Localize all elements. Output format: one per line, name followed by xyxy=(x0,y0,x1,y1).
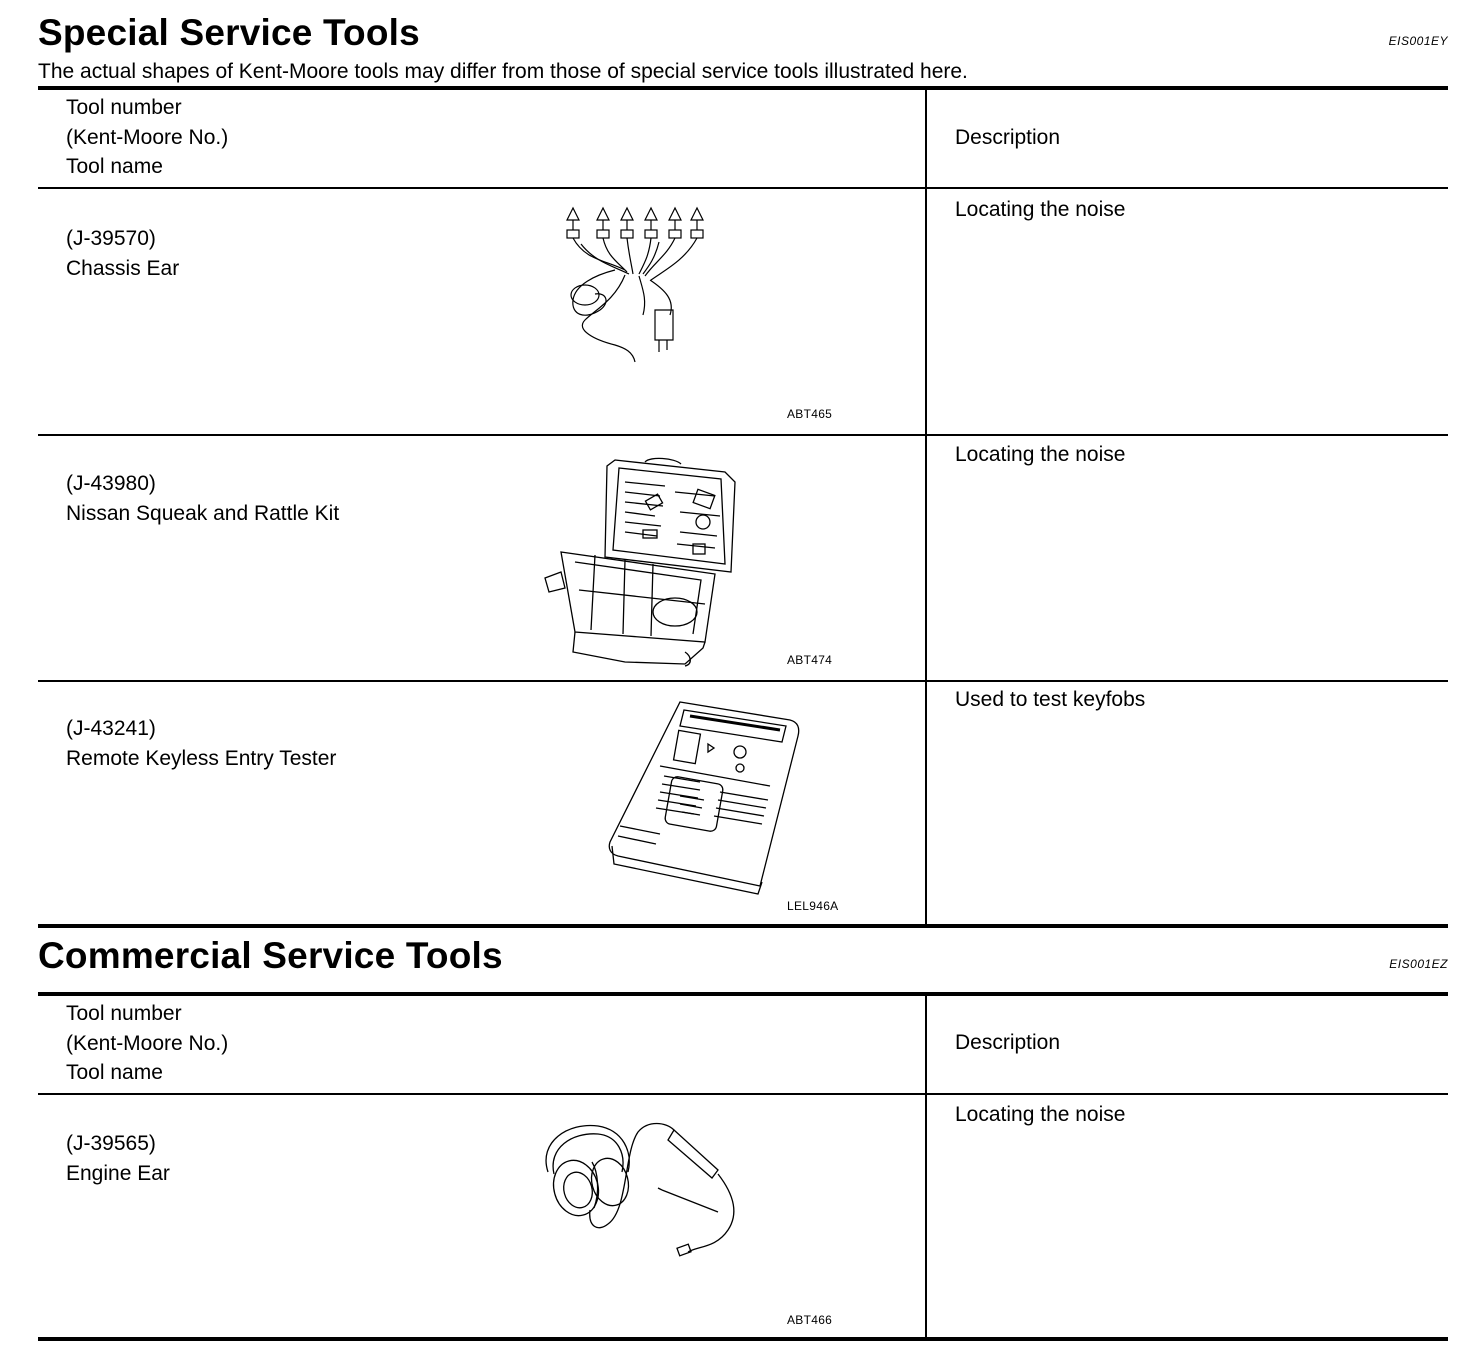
figure-code: ABT465 xyxy=(787,407,833,421)
column-divider xyxy=(925,90,927,925)
tool-description: Locating the noise xyxy=(955,198,1126,221)
table-top-rule xyxy=(38,86,1448,90)
tool-number: (J-43241) xyxy=(66,717,156,740)
figure-code: ABT474 xyxy=(787,653,833,667)
header-tool-name: Tool name xyxy=(66,155,163,178)
table-row xyxy=(66,224,179,283)
chassis-ear-illustration xyxy=(555,200,715,370)
tool-name: Engine Ear xyxy=(66,1161,170,1185)
header-rule xyxy=(38,1093,1448,1095)
header-description: Description xyxy=(955,126,1061,149)
rattle-kit-case-illustration xyxy=(535,452,745,670)
commercial-tools-title: Commercial Service Tools xyxy=(38,935,503,976)
clip-group xyxy=(567,208,703,238)
table-row xyxy=(66,1129,170,1188)
table-bottom-rule xyxy=(38,924,1448,928)
column-divider xyxy=(925,996,927,1340)
table-row xyxy=(66,714,336,773)
tool-number: (J-39565) xyxy=(66,1132,156,1155)
table-row xyxy=(66,469,339,528)
header-rule xyxy=(38,187,1448,189)
tool-description: Locating the noise xyxy=(955,443,1126,466)
tool-name: Chassis Ear xyxy=(66,256,180,280)
header-tool-number: Tool number xyxy=(66,96,182,119)
header-description: Description xyxy=(955,1031,1061,1054)
special-tools-code: EIS001EY xyxy=(1388,34,1448,48)
tool-number: (J-39570) xyxy=(66,227,156,250)
figure-code: LEL946A xyxy=(787,899,839,913)
header-kent-moore: (Kent-Moore No.) xyxy=(66,1031,229,1055)
figure-code: ABT466 xyxy=(787,1313,833,1327)
header-tool-column xyxy=(66,999,228,1088)
row-rule xyxy=(38,680,1448,682)
tool-name: Remote Keyless Entry Tester xyxy=(66,746,337,770)
table-bottom-rule xyxy=(38,1337,1448,1341)
header-tool-column xyxy=(66,93,228,182)
row-rule xyxy=(38,434,1448,436)
special-tools-intro: The actual shapes of Kent-Moore tools may differ from those of special service tools illustrated here. xyxy=(38,60,968,83)
table-top-rule xyxy=(38,992,1448,996)
tool-number: (J-43980) xyxy=(66,472,156,495)
commercial-tools-code: EIS001EZ xyxy=(1389,957,1448,971)
engine-ear-headset-illustration xyxy=(528,1112,748,1262)
header-tool-number: Tool number xyxy=(66,1002,182,1025)
tool-description: Locating the noise xyxy=(955,1103,1126,1126)
tool-description: Used to test keyfobs xyxy=(955,688,1146,711)
header-tool-name: Tool name xyxy=(66,1061,163,1084)
header-kent-moore: (Kent-Moore No.) xyxy=(66,125,229,149)
keyless-tester-illustration xyxy=(600,696,810,896)
special-tools-title: Special Service Tools xyxy=(38,12,420,53)
tool-name: Nissan Squeak and Rattle Kit xyxy=(66,501,340,525)
